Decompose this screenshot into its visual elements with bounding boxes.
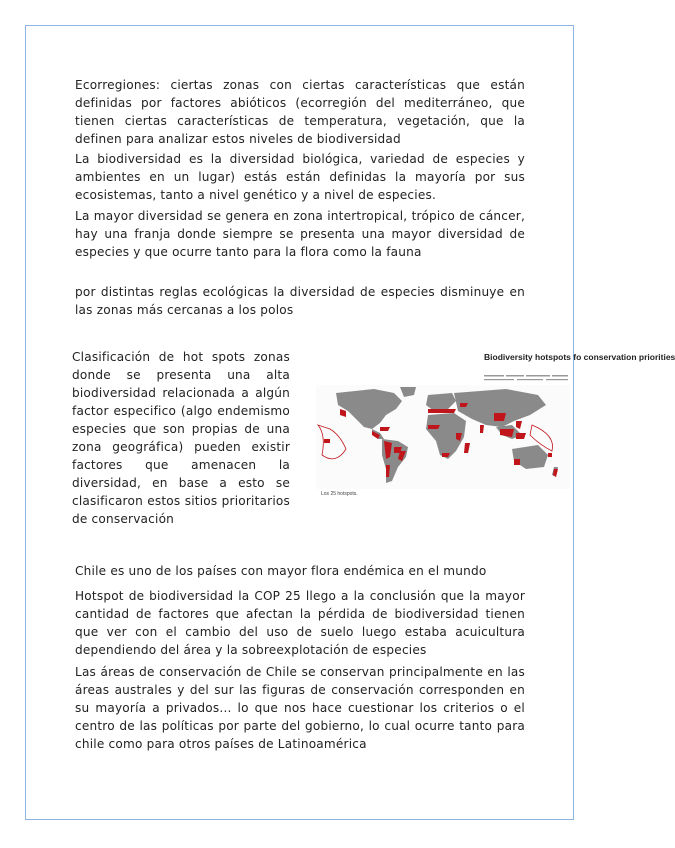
hotspot-sw-australia: [514, 459, 520, 465]
hotspot-west-africa: [428, 425, 440, 429]
hotspots-figure: [316, 345, 675, 505]
paragraph-areas-conservacion: Las áreas de conservación de Chile se conservan principalmente en las áreas australes y del sur las figuras de conservación corresponden en su mayoría a privados... lo que nos hace cuestionar los criterios o el centro de las políticas por parte del gobierno, lo cual ocurre tanto para chile como para otros países de Latinoamérica: [75, 665, 525, 751]
hotspot-south-china: [494, 413, 506, 421]
paragraph-polos: por distintas reglas ecológicas la diversidad de especies disminuye en las zonas más cercanas a los polos: [75, 285, 525, 317]
paragraph-cop25: Hotspot de biodiversidad la COP 25 llego a la conclusión que la mayor cantidad de factores que afectan la pérdida de biodiversidad tienen que ver con el cambio del uso de suelo luego estaba acuicultura dependiendo del área y la sobreexplotación de especies: [75, 589, 525, 657]
paragraph-ecorregiones: Ecorregiones: ciertas zonas con ciertas características que están definidas por factores abióticos (ecorregión del mediterráneo, que tienen ciertas características de temperatura, vegetación, que la definen para analizar estos niveles de biodiversidad: [75, 78, 525, 146]
hotspot-new-caledonia: [548, 453, 552, 457]
world-map: [316, 385, 570, 489]
figure-caption: Los 25 hotspots.: [321, 491, 358, 497]
paragraph-biodiversidad: La biodiversidad es la diversidad biológica, variedad de especies y ambientes en un lugar) estás están definidas la mayoría por sus ecosistemas, tanto a nivel genético y a nivel de especies.: [75, 152, 525, 202]
paragraph-mayor-diversidad: La mayor diversidad se genera en zona intertropical, trópico de cáncer, hay una franja donde siempre se presenta una mayor diversidad de especies y que ocurre tanto para la flora como la fauna: [75, 209, 525, 259]
figure-title: Biodiversity hotspots fo conservation priorities: [484, 352, 675, 362]
hotspot-mediterranean: [428, 409, 456, 413]
paragraph-chile-flora: Chile es uno de los países con mayor flora endémica en el mundo: [75, 564, 487, 578]
paragraph-hotspots: Clasificación de hot spots zonas donde se presenta una alta biodiversidad relacionada a algún factor especifico (algo endemismo especies que son propias de una zona geográfica) pueden existir factores que amenacen la diversidad, en base a esto se clasificaron estos sitios prioritarios de conservación: [72, 350, 290, 526]
hotspot-polynesia: [324, 439, 330, 443]
